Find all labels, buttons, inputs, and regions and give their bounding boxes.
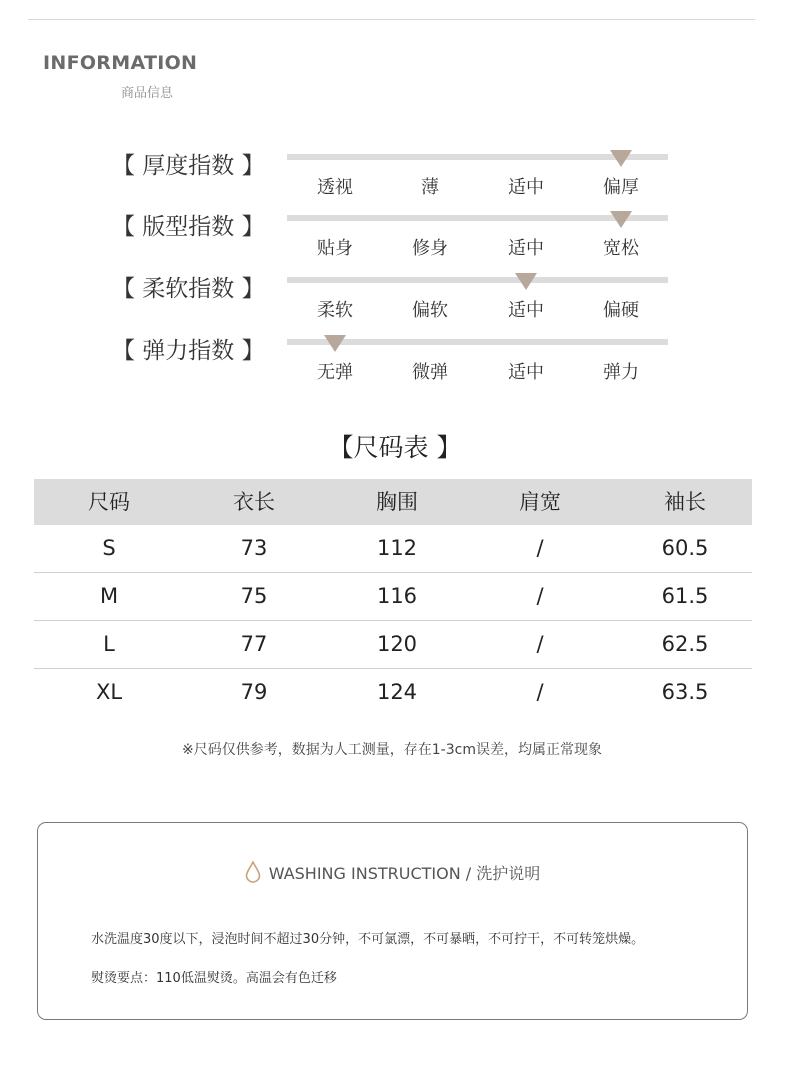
table-cell: 112 bbox=[376, 536, 418, 560]
index-option: 透视 bbox=[317, 177, 353, 198]
table-header-cell: 袖长 bbox=[664, 490, 706, 514]
table-cell: 75 bbox=[240, 584, 268, 608]
size-table-header bbox=[34, 479, 752, 525]
table-cell: 77 bbox=[240, 632, 268, 656]
index-option: 贴身 bbox=[317, 238, 353, 259]
washing-instruction-box bbox=[37, 822, 748, 1020]
index-option: 偏软 bbox=[412, 300, 448, 321]
index-option: 柔软 bbox=[317, 300, 353, 321]
washing-title: WASHING INSTRUCTION / 洗护说明 bbox=[268, 864, 541, 883]
table-cell: 79 bbox=[240, 680, 268, 704]
index-option: 无弹 bbox=[317, 362, 353, 383]
index-option: 薄 bbox=[421, 177, 439, 198]
index-scale-track bbox=[287, 277, 668, 283]
table-header-cell: 尺码 bbox=[88, 490, 130, 514]
table-row bbox=[34, 573, 752, 621]
washing-text-line: 水洗温度30度以下，浸泡时间不超过30分钟，不可氯漂，不可暴晒，不可拧干，不可转笼烘燥。 bbox=[91, 932, 645, 947]
table-cell: / bbox=[536, 680, 544, 704]
index-option: 适中 bbox=[508, 362, 544, 383]
index-label: 【 柔软指数 】 bbox=[112, 276, 265, 302]
table-row bbox=[34, 621, 752, 669]
table-header-cell: 肩宽 bbox=[519, 490, 561, 514]
table-cell: 61.5 bbox=[661, 584, 709, 608]
table-cell: / bbox=[536, 536, 544, 560]
table-cell: S bbox=[102, 536, 116, 560]
table-cell: 73 bbox=[240, 536, 268, 560]
index-row bbox=[0, 215, 790, 273]
table-cell: 124 bbox=[376, 680, 418, 704]
index-option: 弹力 bbox=[603, 362, 639, 383]
index-label: 【 版型指数 】 bbox=[112, 214, 265, 240]
table-row bbox=[34, 525, 752, 573]
index-marker-triangle bbox=[610, 150, 632, 167]
index-label: 【 厚度指数 】 bbox=[112, 153, 265, 179]
information-title: INFORMATION bbox=[43, 52, 198, 74]
index-option: 适中 bbox=[508, 177, 544, 198]
table-row bbox=[34, 669, 752, 716]
index-option: 修身 bbox=[412, 238, 448, 259]
table-cell: 63.5 bbox=[661, 680, 709, 704]
index-option: 适中 bbox=[508, 238, 544, 259]
index-option: 偏厚 bbox=[603, 177, 639, 198]
index-option: 微弹 bbox=[412, 362, 448, 383]
size-note: ※尺码仅供参考，数据为人工测量，存在1-3cm误差，均属正常现象 bbox=[182, 742, 602, 758]
index-option: 适中 bbox=[508, 300, 544, 321]
index-marker-triangle bbox=[324, 335, 346, 352]
size-table-body bbox=[34, 525, 752, 716]
index-marker-triangle bbox=[610, 211, 632, 228]
table-cell: / bbox=[536, 584, 544, 608]
index-row bbox=[0, 154, 790, 212]
index-marker-triangle bbox=[515, 273, 537, 290]
information-subtitle: 商品信息 bbox=[121, 86, 174, 101]
water-drop-icon bbox=[245, 861, 261, 887]
ironing-text-line: 熨烫要点：110低温熨烫。高温会有色迁移 bbox=[91, 971, 337, 986]
table-cell: L bbox=[103, 632, 115, 656]
table-cell: 62.5 bbox=[661, 632, 709, 656]
table-header-cell: 胸围 bbox=[376, 490, 418, 514]
table-cell: 116 bbox=[376, 584, 418, 608]
size-table bbox=[34, 479, 752, 716]
index-label: 【 弹力指数 】 bbox=[112, 338, 265, 364]
index-row bbox=[0, 339, 790, 397]
size-chart-title: 【尺码表 】 bbox=[328, 433, 462, 462]
table-cell: M bbox=[99, 584, 119, 608]
index-option: 偏硬 bbox=[603, 300, 639, 321]
table-cell: XL bbox=[95, 680, 123, 704]
table-cell: / bbox=[536, 632, 544, 656]
top-divider bbox=[28, 19, 755, 20]
table-cell: 120 bbox=[376, 632, 418, 656]
index-row bbox=[0, 277, 790, 335]
table-header-cell: 衣长 bbox=[233, 490, 275, 514]
table-cell: 60.5 bbox=[661, 536, 709, 560]
index-option: 宽松 bbox=[603, 238, 639, 259]
washing-header bbox=[38, 861, 747, 887]
